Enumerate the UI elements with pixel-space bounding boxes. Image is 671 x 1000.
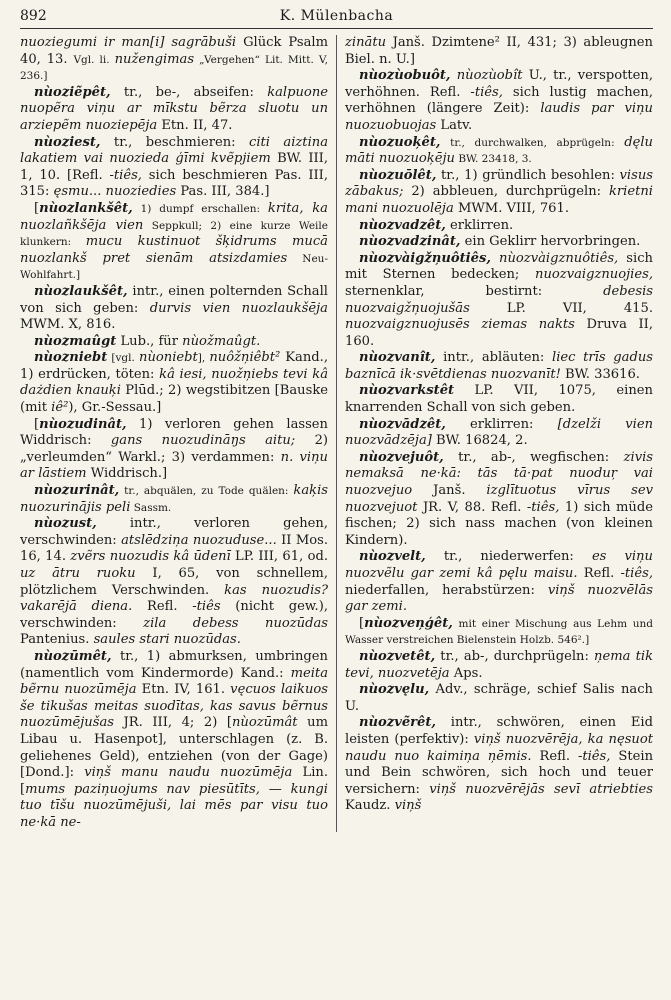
example-text: saules stari nuozūdas. — [93, 632, 241, 648]
entry-text: LP. VII, 415. — [469, 300, 653, 316]
small-note: Sassm. — [130, 501, 172, 514]
entry-text: sich beschmieren Pas. III, 315: — [20, 167, 328, 200]
entry-text: ein Geklirr hervorbringen. — [460, 234, 641, 250]
entry-text: I, 65, von schnellem, plötzlichem Verschwinden. — [20, 566, 328, 598]
dictionary-entry — [345, 350, 653, 383]
dictionary-entry — [20, 85, 328, 135]
entry-text: 2) abbleuen, durchprügeln: — [403, 184, 609, 200]
small-note: BW. 23418, 3. — [454, 153, 532, 166]
example-text: -tiês, — [109, 167, 142, 183]
dictionary-entry — [20, 649, 328, 832]
example-text: gans nuozudināŋs aitu; — [110, 433, 296, 449]
dictionary-entry — [345, 35, 653, 68]
entry-text: sich mit Sternen bedecken; — [345, 250, 653, 283]
entry-text: Adv., schräge, schief Salis nach U. — [345, 682, 653, 714]
entry-text: 1) sich müde fischen; 2) sich nass machen (von kleinen Kindern). — [345, 499, 653, 548]
entry-text: JR. V, 88. Refl. — [417, 499, 527, 515]
headword: nùozūmêt, — [34, 648, 112, 664]
small-note: tr., durchwalken, abprügeln: — [440, 136, 625, 149]
headword: nùozvęlu, — [359, 682, 430, 698]
entry-text: tr., ab-, wegfischen: — [443, 449, 624, 465]
example-text: nùozvàigznuôtiês, — [499, 250, 619, 266]
entry-text: U., tr., verspotten, verhöhnen. Refl. — [345, 68, 653, 100]
example-text: -tiês, — [577, 748, 611, 764]
headword: nùozvādzêt, — [359, 416, 446, 432]
entry-text: Widdrisch.] — [86, 466, 168, 482]
entry-text: erklirren. — [445, 217, 514, 233]
small-note: Neu-Wohlfahrt.] — [20, 252, 328, 282]
example-text: kas nuozudis? vakarējā diena. — [20, 582, 328, 615]
example-text: nužengimas — [114, 51, 195, 67]
example-text: mums paziņuojums nav piesūtīts, — kungi tuo tīšu nuozūmējuši, lai mēs par visu tuo ne·kā ne- — [20, 781, 328, 830]
entry-text: ), Gr.-Sessau.] — [68, 400, 162, 416]
entry-text: tr., ab-, durchprügeln: — [435, 648, 595, 664]
entry-text: Etn. IV, 161. — [136, 682, 231, 698]
small-note: Vgl. li. — [73, 53, 115, 66]
example-text: zivis nemaksā ne·kā: tās tā·pat nuoduŗ vai nuozvejuo — [345, 449, 653, 499]
headword: nùozmaûgt — [34, 333, 117, 349]
dictionary-entry — [20, 334, 328, 351]
entry-text: Lin. [ — [20, 765, 328, 797]
dictionary-entry — [20, 284, 328, 334]
headword: nùozvẽrêt, — [359, 715, 436, 731]
headword: nùozvadzinât, — [359, 234, 461, 250]
entry-text: Etn. II, 47. — [157, 117, 233, 133]
example-text: viņš nuozvērējās sevī atriebties — [429, 781, 653, 797]
example-text: meita bẽrnu nuozūmēja — [20, 665, 328, 698]
entry-text: (nicht gew.), verschwinden: — [20, 599, 328, 631]
headword: nùozvadzêt, — [359, 217, 446, 233]
entry-text: Janš. — [412, 483, 487, 499]
example-text: debesis nuozvaigžņuojušās — [345, 283, 653, 316]
example-text: krietni mani nuozuolēja — [345, 184, 653, 216]
entry-text: [ — [34, 200, 40, 216]
example-text: iê² — [51, 400, 69, 416]
dictionary-entry — [345, 616, 653, 649]
entry-text: Latv. — [436, 117, 473, 133]
headword: nùoziest, — [34, 134, 101, 150]
headword: nùozudinât, — [39, 416, 127, 432]
headword: nùozvanît, — [359, 350, 436, 366]
example-text: viņš manu naudu nuozūmēja — [84, 765, 293, 781]
example-text: viņš nuozvērēja, ka nęsuot naudu nuo kaimiņa ņēmis. — [345, 731, 653, 764]
headword: nùozùobuôt, — [359, 68, 451, 84]
entry-text: BW. 33616. — [560, 366, 640, 382]
entry-text: Janš. Dzimtene² II, 431; 3) ableugnen Biel. n. U.] — [345, 35, 653, 67]
headword: nùozuoķêt, — [359, 134, 441, 150]
example-text: nùoniebt — [139, 350, 198, 366]
example-text: durvis vien nuozlaukšēja — [149, 300, 328, 316]
dictionary-entry — [20, 350, 328, 416]
example-text: izglītuotus vīrus sev nuozvejuot — [345, 483, 653, 515]
entry-text: Refl. — [531, 748, 578, 764]
example-text: kâ iesi, nuožņiebs tevi kâ dażdien knauķi — [20, 366, 328, 399]
entry-text: tr., beschmieren: — [100, 134, 250, 150]
small-note: 1) dumpf erschallen: — [132, 202, 268, 215]
entry-text: 2) „verleumden“ Warkl.; 3) verdammen: — [20, 433, 328, 465]
example-text: nuozvaigznuojies, — [535, 267, 653, 283]
entry-text: [ — [34, 416, 40, 432]
entry-text: Pantenius. — [20, 632, 94, 648]
entry-text: sich lustig machen, verhöhnen (längere Zeit): — [345, 84, 653, 117]
dictionary-entry — [345, 549, 653, 615]
headword: nùozveņģêt, — [364, 615, 453, 631]
entry-text: Glück Psalm 40, 13. — [20, 35, 328, 67]
entry-text: um Libau u. Hasenpot], unterschlagen (z. B. geliehenes Geld), entziehen (von der Gage) [Dond.]: — [20, 715, 328, 781]
example-text: krita, ka nuozlañkšēja vien — [20, 200, 328, 233]
running-head: K. Mülenbacha — [279, 8, 394, 24]
example-text: zvẽrs nuozudis kâ ūdenī — [70, 549, 231, 565]
entry-text: MWM. X, 816. — [20, 317, 116, 333]
example-text: -tiês, — [620, 566, 653, 581]
page-header — [20, 6, 653, 29]
example-text: -tiês, — [470, 84, 503, 100]
headword: nùoziẽpêt, — [34, 84, 111, 100]
dictionary-entry — [345, 218, 653, 235]
example-text: nuoziegumi ir man[i] sagrābuši — [20, 35, 237, 50]
example-text: atslēdziņa nuozuduse... — [121, 532, 277, 548]
entry-text — [491, 251, 499, 266]
example-text: viņš nuozvēlās gar zemi. — [345, 582, 653, 615]
entry-text: Refl. — [577, 566, 621, 581]
small-note: mit einer Mischung aus Lehm und Wasser verstreichen Bielenstein Holzb. 546².] — [345, 617, 653, 647]
dictionary-entry — [345, 417, 653, 450]
small-note: tr., abquälen, zu Tode quälen: — [119, 485, 294, 498]
dictionary-entry — [20, 417, 328, 483]
entry-text: Lub., für — [116, 333, 183, 349]
example-text: visus zābakus; — [345, 167, 653, 200]
dictionary-entry — [345, 135, 653, 168]
entry-text: intr., abläuten: — [435, 350, 552, 366]
dictionary-entry — [345, 68, 653, 134]
headword: nùozvelt, — [359, 549, 426, 565]
small-note: [vgl. — [107, 352, 140, 365]
example-text: liec trīs gadus baznīcā ik·svētdienas nuozvanīt! — [345, 350, 653, 382]
example-text: zila debess nuozūdas — [143, 615, 328, 631]
entry-text: tr., be-, abseifen: — [110, 84, 268, 100]
entry-text: MWM. VIII, 761. — [453, 200, 569, 216]
entry-text: Pas. III, 384.] — [176, 184, 270, 200]
entry-text: Kand., 1) erdrücken, töten: — [20, 350, 328, 382]
right-column — [345, 35, 653, 832]
dictionary-entry — [20, 35, 328, 85]
example-text: ęsmu... nuoziedies — [53, 184, 177, 200]
entry-text: tr., 1) gründlich besohlen: — [436, 167, 620, 183]
dictionary-entry — [345, 682, 653, 715]
headword: nùozlaukšêt, — [34, 283, 128, 299]
entry-text: Refl. — [132, 599, 193, 615]
headword: nùozuōlêt, — [359, 167, 437, 183]
entry-text: 1) verloren gehen lassen Widdrisch: — [20, 416, 328, 449]
entry-text: Stein und Bein schwören, sich hoch und teuer versichern: — [345, 748, 653, 797]
headword: nùozlankšêt, — [39, 200, 133, 216]
headword: nùozvàigžņuôtiês, — [359, 250, 491, 266]
entry-text: Plūd.; 2) wegstibitzen [Bauske (mit — [20, 383, 328, 416]
entry-text: BW. III, 1, 10. [Refl. — [20, 151, 328, 183]
dictionary-entry — [345, 383, 653, 416]
entry-text: Druva II, 160. — [345, 317, 653, 349]
example-text: uz ātru ruoku — [20, 566, 136, 581]
headword: nùozvejuôt, — [359, 449, 444, 465]
headword: nùozvetêt, — [359, 648, 436, 664]
example-text: dęlu māti nuozuoķēju — [345, 134, 653, 167]
entry-text: tr., niederwerfen: — [425, 549, 592, 565]
example-text: [dzelži vien nuozvādzēja] — [345, 416, 653, 449]
dictionary-entry — [345, 715, 653, 815]
small-note: Seppkull; 2) eine kurze Weile klunkern: — [20, 219, 328, 249]
dictionary-entry — [345, 234, 653, 251]
entry-text: Kaudz. — [345, 798, 395, 814]
headword: nùozurinât, — [34, 483, 120, 499]
example-text: vęcuos laikuos še tikušas meitas suodītas, kas savus bẽrnus nuozūmējušas — [20, 682, 328, 731]
example-text: nùozūmât — [232, 715, 298, 731]
dictionary-entry — [345, 450, 653, 550]
example-text: nuozvaigznuojusēs ziemas nakts — [345, 317, 575, 333]
example-text: es viņu nuozvẽlu gar zemi kâ pęlu maisu. — [345, 549, 653, 581]
example-text: -tiês, — [526, 499, 560, 515]
dictionary-entry — [345, 168, 653, 218]
entry-text: tr., 1) abmurksen, umbringen (namentlich vom Kindermorde) Kand.: — [20, 648, 328, 681]
small-note: „Vergehen“ Lit. Mitt. V, 236.] — [20, 53, 328, 83]
headword: nùozvarkstêt — [359, 383, 455, 399]
dictionary-entry — [345, 649, 653, 682]
example-text: ņema tik tevi, nuozvetēja — [345, 648, 653, 681]
entry-text: II Mos. 16, 14. — [20, 532, 328, 565]
example-text: n. viņu ar lāstiem — [20, 449, 328, 482]
example-text: kaķis nuozurinājis peli — [20, 483, 328, 515]
headword: nùozust, — [34, 516, 97, 532]
dictionary-entry — [20, 201, 328, 284]
entry-text: Aps. — [449, 665, 483, 681]
entry-text: LP. III, 61, od. — [230, 549, 328, 565]
entry-text: niederfallen, herabstürzen: — [345, 582, 548, 598]
example-text: mucu kustinuot šķidrums mucā nuozlankš pret sienām atsizdamies — [20, 234, 328, 266]
example-text: citi aiztina lakatiem vai nuozieda ģīmi kvẽpjiem — [20, 134, 328, 167]
page-number: 892 — [20, 8, 47, 24]
headword: nùozniebt — [34, 350, 108, 366]
example-text: viņš — [394, 798, 422, 814]
example-text: nùozùobît — [456, 68, 523, 84]
dictionary-entry — [20, 483, 328, 516]
entry-text: intr., verloren gehen, verschwinden: — [20, 516, 328, 548]
dictionary-entry — [20, 135, 328, 201]
example-text: zinātu — [345, 35, 387, 50]
entry-text: [ — [359, 615, 365, 631]
entry-text: JR. III, 4; 2) [ — [113, 715, 232, 731]
entry-text: BW. 16824, 2. — [431, 433, 528, 449]
entry-text: LP. VII, 1075, einen knarrenden Schall von sich geben. — [345, 383, 653, 416]
example-text: laudis par viņu nuozuobuojas — [345, 101, 653, 133]
two-column-body — [20, 35, 653, 832]
example-text: nuôžņiêbt² — [209, 350, 281, 366]
entry-text: erklirren: — [445, 416, 558, 432]
entry-text: intr., einen polternden Schall von sich geben: — [20, 283, 328, 316]
entry-text: intr., schwören, einen Eid leisten (perfektiv): — [345, 715, 653, 747]
example-text: kalpuone nuopẽra viņu ar mīkstu bẽrza sluotu un arziepẽm nuoziepēja — [20, 84, 328, 133]
dictionary-entry — [20, 516, 328, 649]
entry-text: sternenklar, bestirnt: — [345, 283, 604, 299]
left-column — [20, 35, 328, 832]
small-note: ], — [197, 352, 210, 365]
example-text: -tiês — [192, 599, 221, 615]
example-text: nùožmaûgt. — [182, 333, 261, 349]
column-divider — [336, 35, 337, 832]
dictionary-entry — [345, 251, 653, 351]
